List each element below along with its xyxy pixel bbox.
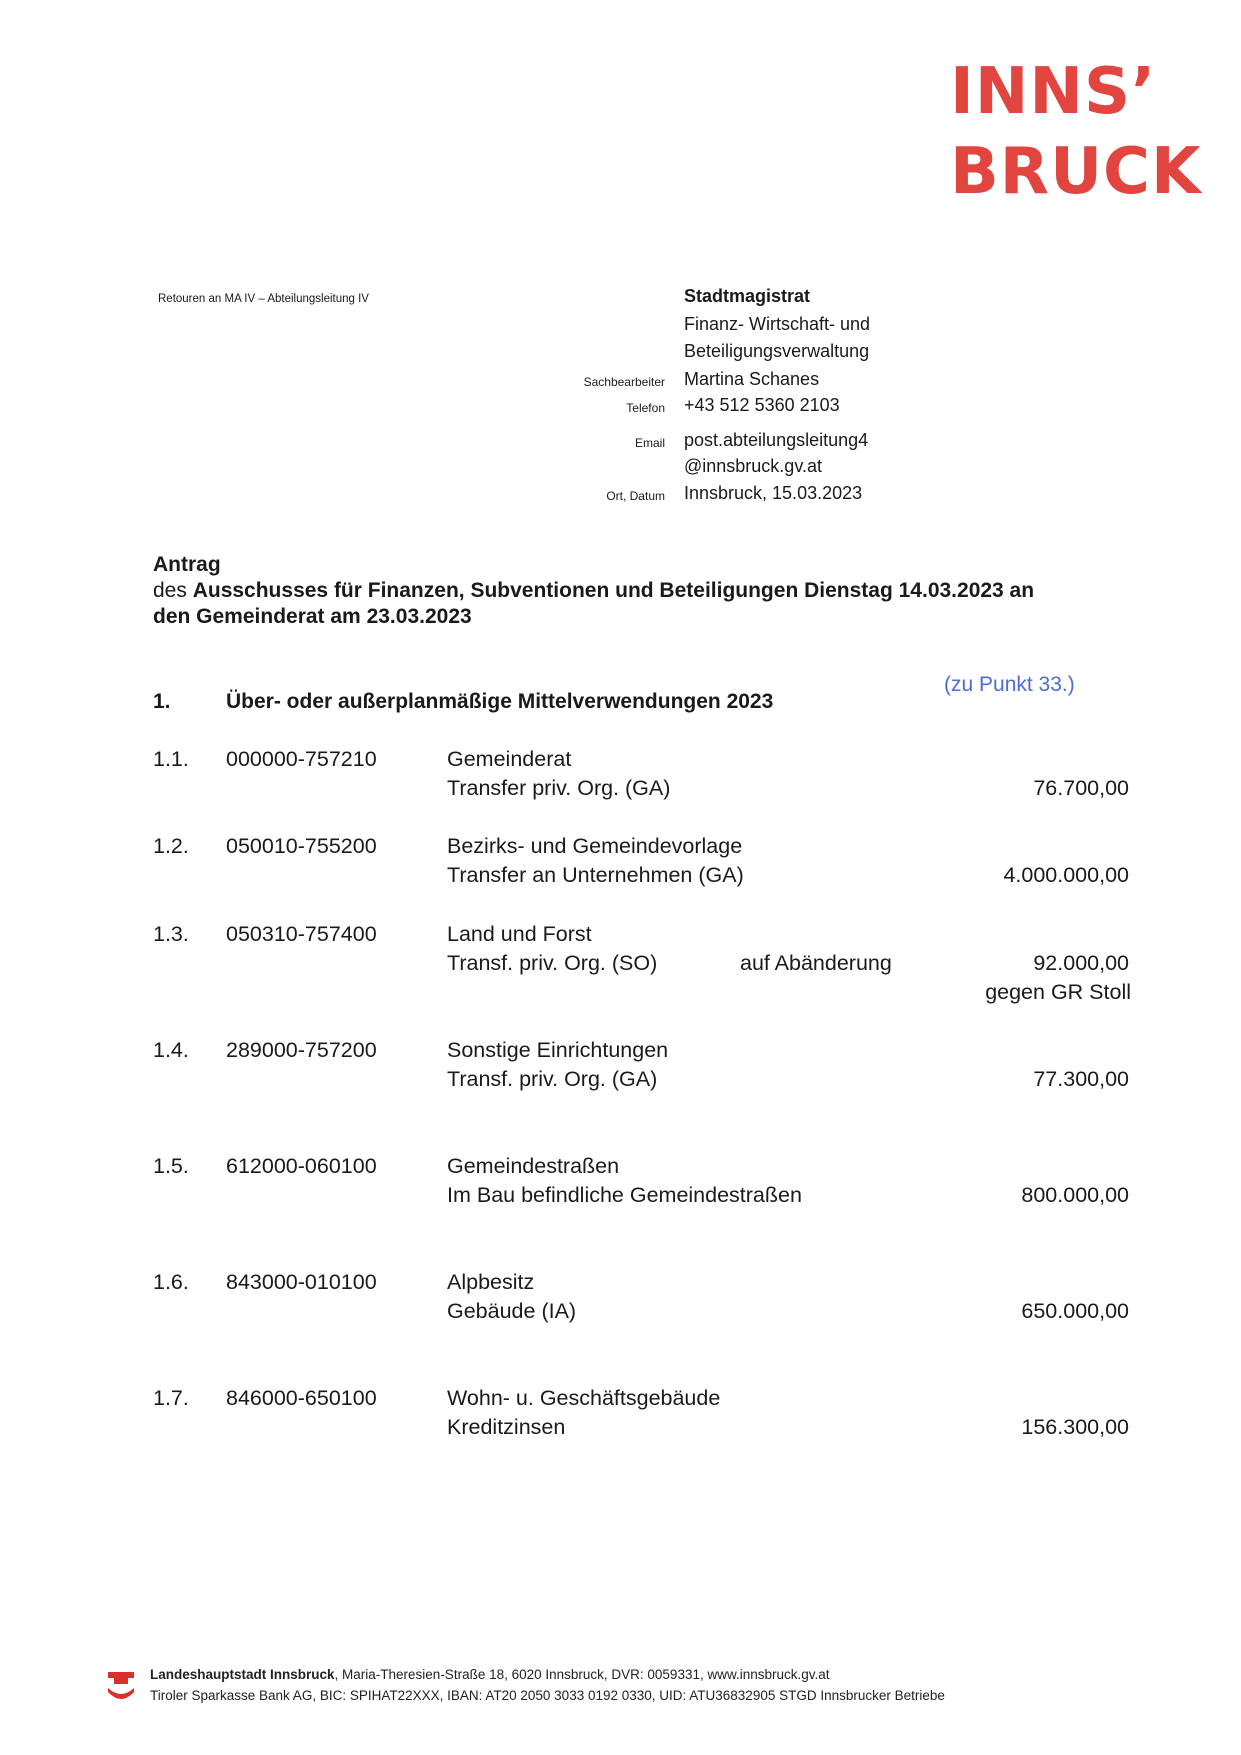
item-amount: 800.000,00 xyxy=(1021,1183,1129,1207)
item-subdescription: Transf. priv. Org. (SO) xyxy=(447,951,658,975)
phone-label: Telefon xyxy=(626,401,665,415)
item-subdescription: Kreditzinsen xyxy=(447,1415,566,1439)
motion-title xyxy=(153,552,1034,630)
email-label: Email xyxy=(634,436,665,450)
item-description: Alpbesitz xyxy=(447,1270,535,1294)
item-account: 612000-060100 xyxy=(226,1154,377,1178)
item-description: Bezirks- und Gemeindevorlage xyxy=(447,834,743,858)
item-description: Land und Forst xyxy=(447,922,592,946)
item-number: 1.3. xyxy=(153,922,189,946)
item-subdescription: Im Bau befindliche Gemeindestraßen xyxy=(447,1183,802,1207)
item-amount: 650.000,00 xyxy=(1021,1299,1129,1323)
item-number: 1.5. xyxy=(153,1154,189,1178)
item-subdescription: Transfer priv. Org. (GA) xyxy=(447,776,671,800)
email-line-1: post.abteilungsleitung4 xyxy=(684,430,869,450)
section-number: 1. xyxy=(153,690,171,713)
item-account: 000000-757210 xyxy=(226,747,377,771)
item-description: Gemeinderat xyxy=(447,747,572,771)
footer-line-2: Tiroler Sparkasse Bank AG, BIC: SPIHAT22XXX, IBAN: AT20 2050 3033 0192 0330, UID: ATU36832905 STGD Innsbrucker Betriebe xyxy=(150,1688,945,1703)
returns-note: Retouren an MA IV – Abteilungsleitung IV xyxy=(158,293,369,305)
place-date: Innsbruck, 15.03.2023 xyxy=(684,483,863,503)
logo-line-1: INNS’ xyxy=(950,55,1157,129)
item-remark: auf Abänderung xyxy=(740,951,892,975)
division-line-2: Beteiligungsverwaltung xyxy=(684,341,870,361)
motion-subtitle-line-1: des Ausschusses für Finanzen, Subventionen und Beteiligungen Dienstag 14.03.2023 an xyxy=(153,579,1035,602)
item-amount: 156.300,00 xyxy=(1021,1415,1129,1439)
division-line-1: Finanz- Wirtschaft- und xyxy=(684,314,871,334)
item-account: 050010-755200 xyxy=(226,834,377,858)
place-date-label: Ort, Datum xyxy=(606,489,665,503)
item-vote-note: gegen GR Stoll xyxy=(985,980,1131,1004)
phone-number: +43 512 5360 2103 xyxy=(684,395,840,415)
logo-line-2: BRUCK xyxy=(950,135,1202,209)
footer-line-1: Landeshauptstadt Innsbruck, Maria-Theresien-Straße 18, 6020 Innsbruck, DVR: 0059331, www.innsbruck.gv.at xyxy=(150,1667,830,1682)
department: Stadtmagistrat xyxy=(684,286,811,306)
item-amount: 77.300,00 xyxy=(1033,1067,1129,1091)
item-description: Sonstige Einrichtungen xyxy=(447,1038,669,1062)
item-description: Wohn- u. Geschäftsgebäude xyxy=(447,1386,721,1410)
item-amount: 92.000,00 xyxy=(1033,951,1129,975)
footer xyxy=(150,1664,945,1706)
motion-heading: Antrag xyxy=(153,553,221,576)
item-subdescription: Transf. priv. Org. (GA) xyxy=(447,1067,658,1091)
item-subdescription: Gebäude (IA) xyxy=(447,1299,577,1323)
item-account: 289000-757200 xyxy=(226,1038,377,1062)
item-account: 846000-650100 xyxy=(226,1386,377,1410)
item-subdescription: Transfer an Unternehmen (GA) xyxy=(447,863,744,887)
committee-name: Ausschusses für Finanzen, Subventionen und Beteiligungen Dienstag 14.03.2023 an xyxy=(192,579,1035,602)
email-line-2: @innsbruck.gv.at xyxy=(684,456,822,476)
item-number: 1.6. xyxy=(153,1270,189,1294)
agenda-note: (zu Punkt 33.) xyxy=(944,673,1075,696)
city-crest-icon xyxy=(106,1670,136,1704)
section-title: Über- oder außerplanmäßige Mittelverwendungen 2023 xyxy=(226,690,774,713)
item-amount: 76.700,00 xyxy=(1033,776,1129,800)
item-account: 050310-757400 xyxy=(226,922,377,946)
city-logo xyxy=(950,52,1202,212)
item-number: 1.4. xyxy=(153,1038,189,1062)
item-account: 843000-010100 xyxy=(226,1270,377,1294)
item-amount: 4.000.000,00 xyxy=(1003,863,1129,887)
item-number: 1.1. xyxy=(153,747,189,771)
item-number: 1.2. xyxy=(153,834,189,858)
motion-subtitle-line-2: den Gemeinderat am 23.03.2023 xyxy=(153,605,472,628)
item-description: Gemeindestraßen xyxy=(447,1154,620,1178)
item-number: 1.7. xyxy=(153,1386,189,1410)
clerk-label: Sachbearbeiter xyxy=(583,375,665,389)
clerk-name: Martina Schanes xyxy=(684,369,820,389)
